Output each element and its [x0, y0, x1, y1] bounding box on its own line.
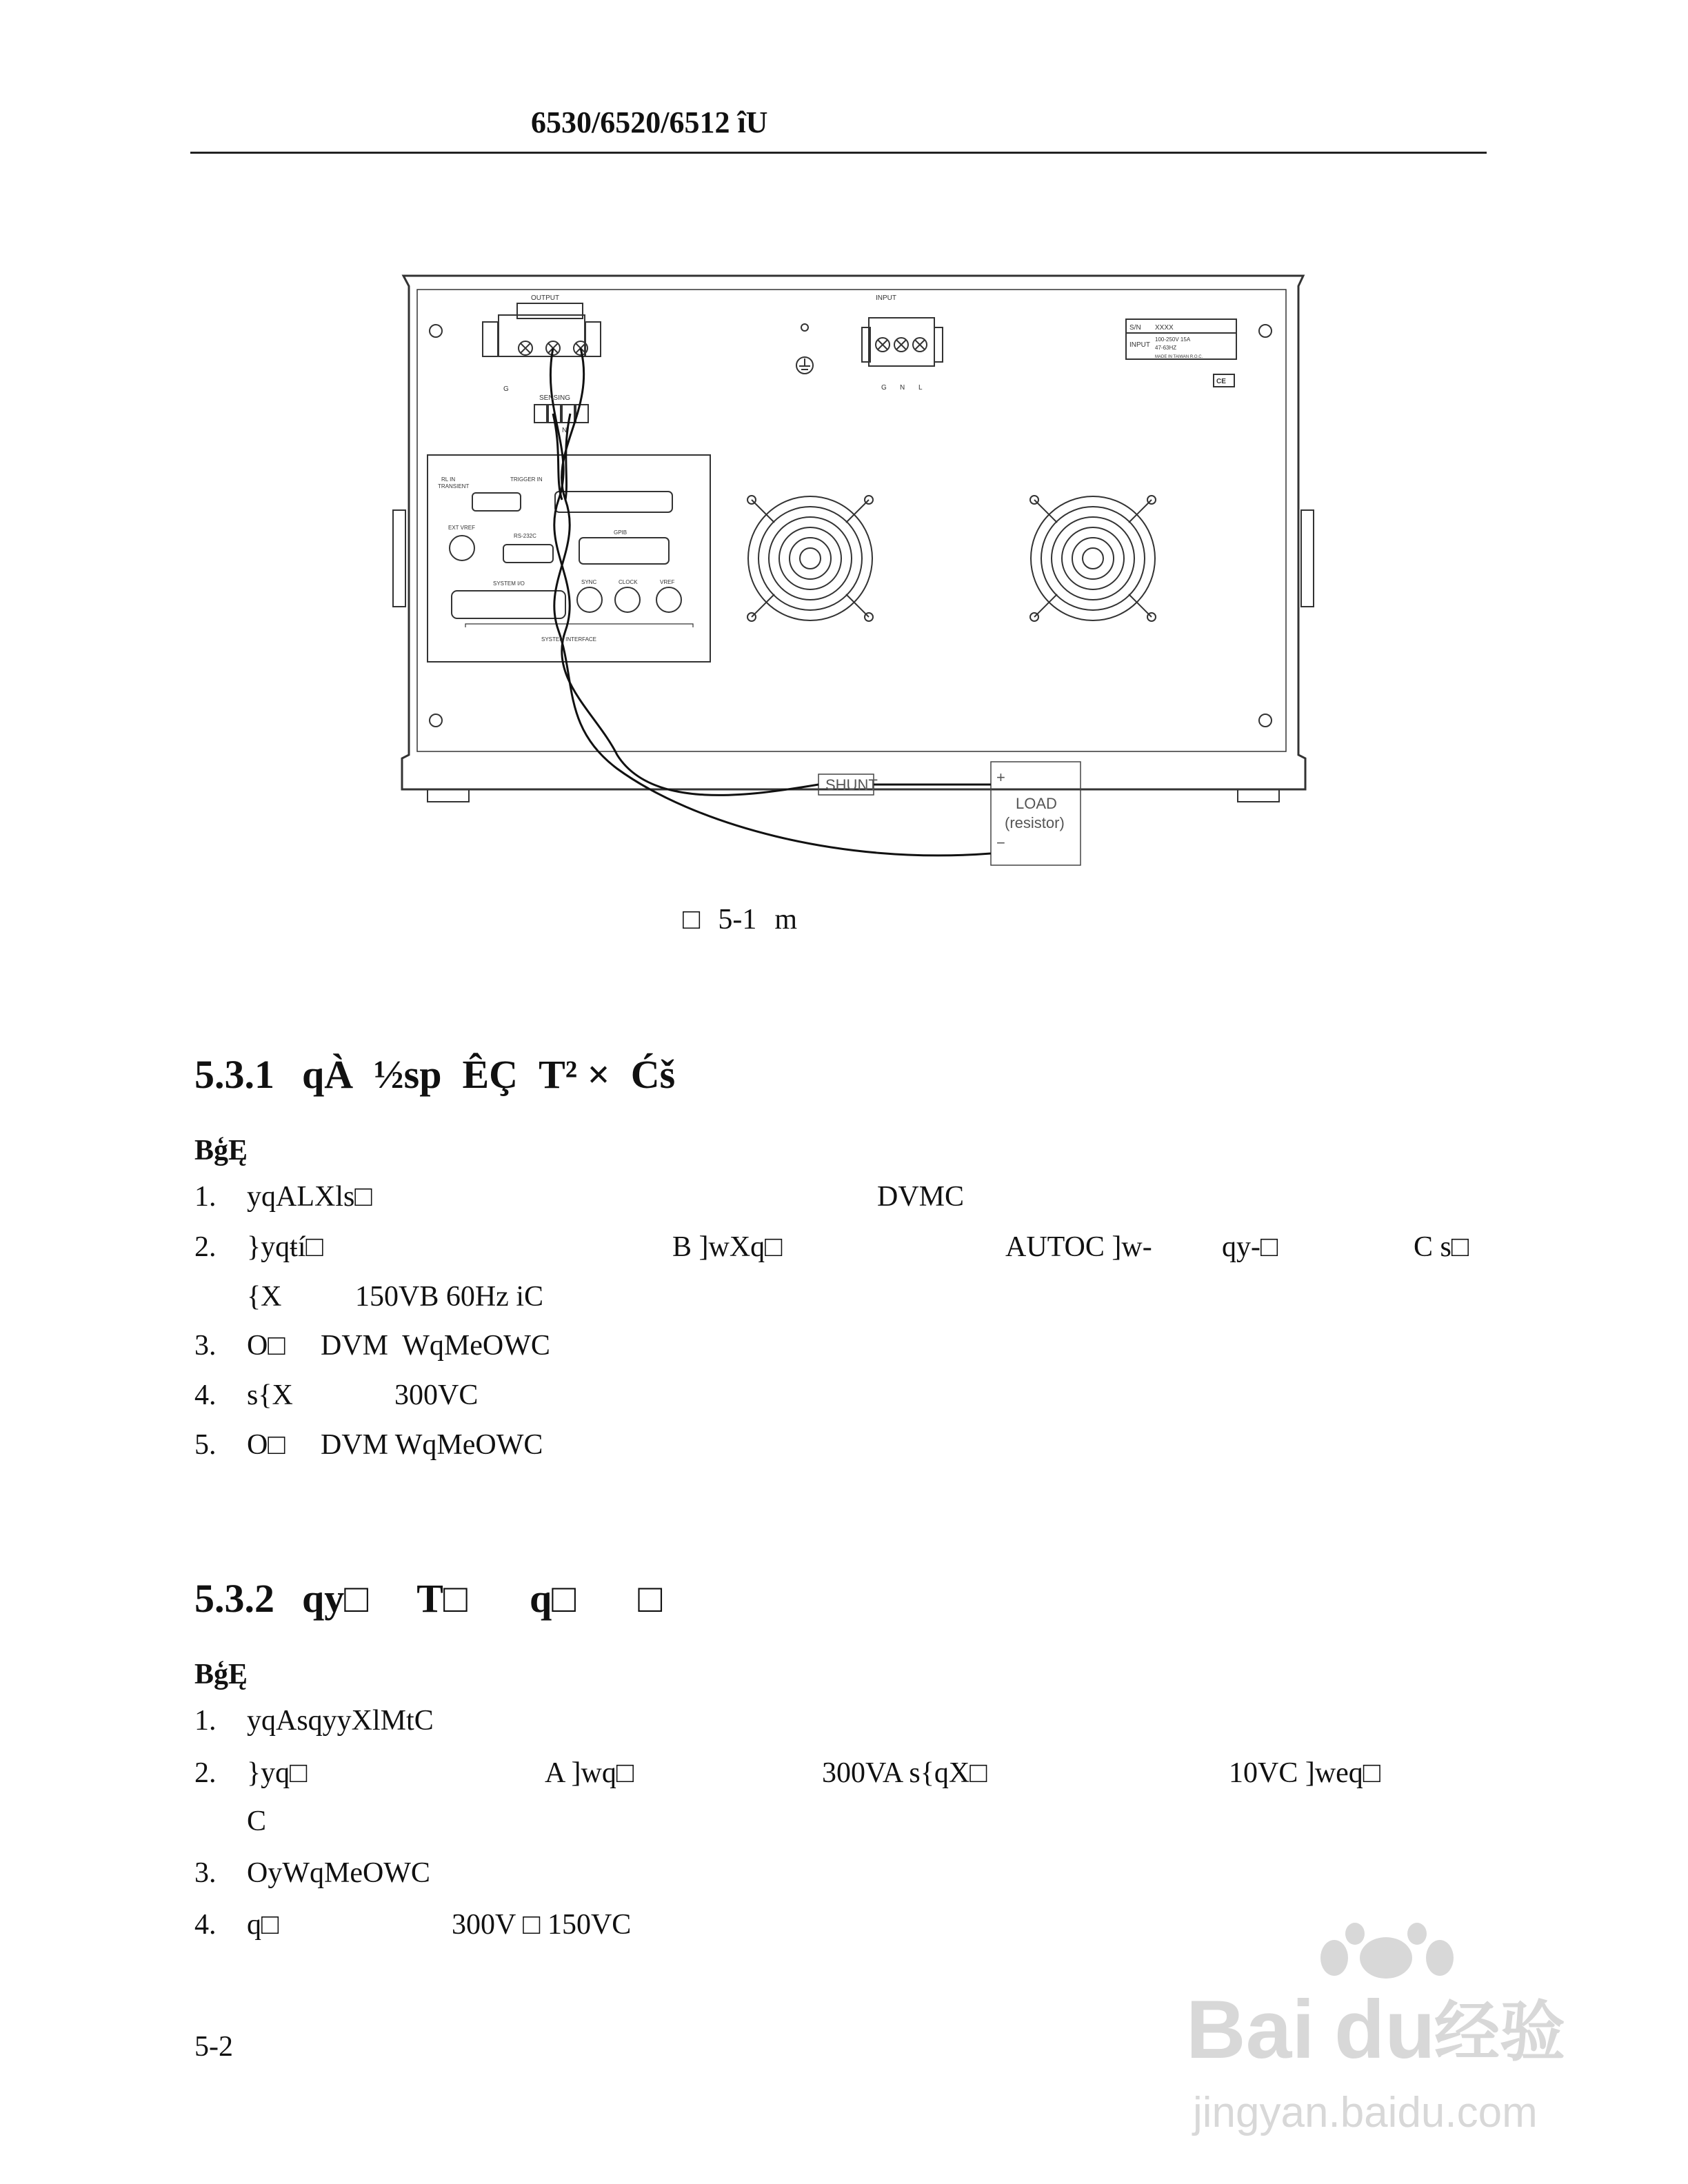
step-text: C s□: [1414, 1231, 1469, 1263]
heading-part: ½sp: [374, 1052, 442, 1097]
load-label: LOAD: [1016, 795, 1057, 812]
caption-marker: □: [683, 904, 701, 936]
label-rl-in: RL IN: [441, 476, 456, 483]
heading-part: T□: [416, 1576, 468, 1621]
load-resistor-label: (resistor): [1005, 814, 1065, 831]
label-ext-vref: EXT VREF: [448, 525, 475, 531]
watermark-brand: Bai: [1186, 1983, 1315, 2076]
step-text: qy-□: [1222, 1231, 1278, 1263]
step-text: 300V □ 150VC: [452, 1909, 632, 1941]
label-sensing: SENSING: [539, 394, 571, 402]
section1-subhead: BģĘ: [194, 1135, 248, 1166]
section-5-3-1-heading: [194, 1051, 696, 1098]
heading-part: T² ×: [539, 1052, 610, 1097]
label-input-spec: INPUT: [1129, 341, 1150, 349]
caption-number: 5-1: [718, 904, 757, 936]
label-sn: S/N: [1129, 324, 1141, 332]
watermark-url: jingyan.baidu.com: [1193, 2089, 1538, 2136]
label-n-input: N: [900, 384, 905, 392]
step-text: 300VA s{qX□: [822, 1757, 987, 1789]
step-number: 2.: [194, 1757, 217, 1789]
step-text: B ]wXq□: [672, 1231, 783, 1263]
step-text: AUTOC ]w-: [1005, 1231, 1152, 1263]
watermark-suffix: 经验: [1434, 1994, 1566, 2070]
label-clock: CLOCK: [619, 579, 638, 585]
step-number: 1.: [194, 1705, 217, 1737]
step-number: 2.: [194, 1231, 217, 1263]
label-serial: XXXX: [1155, 324, 1174, 332]
label-g-output: G: [503, 385, 509, 393]
label-l-input: L: [918, 384, 923, 392]
label-output: OUTPUT: [531, 294, 560, 302]
step-number: 4.: [194, 1909, 217, 1941]
step-text: C: [247, 1806, 267, 1837]
step-text: OyWqMeOWC: [247, 1857, 430, 1889]
label-rs232: RS-232C: [514, 533, 536, 539]
label-input-spec-1: 100-250V 15A: [1155, 336, 1191, 343]
step-text: A ]wq□: [545, 1757, 634, 1789]
step-text: yqAsqyyXlMtC: [247, 1705, 434, 1737]
label-gpib: GPIB: [614, 529, 627, 536]
label-system-interface: SYSTEM INTERFACE: [541, 636, 597, 643]
label-transient: TRANSIENT: [438, 483, 470, 489]
heading-part: qy□: [302, 1576, 369, 1621]
load-minus-label: −: [996, 834, 1005, 851]
step-text: q□: [247, 1909, 279, 1941]
section2-subhead: BģĘ: [194, 1659, 248, 1690]
step-number: 5.: [194, 1429, 217, 1461]
step-number: 4.: [194, 1379, 217, 1411]
label-g-input: G: [881, 384, 887, 392]
label-trigger-in: TRIGGER IN: [510, 476, 543, 483]
heading-part: Ćš: [630, 1052, 676, 1097]
ce-mark: CE: [1216, 378, 1226, 385]
section-number: 5.3.2: [194, 1576, 274, 1621]
label-system-io: SYSTEM I/O: [493, 580, 525, 587]
step-number: 1.: [194, 1181, 217, 1213]
figure-caption: [683, 903, 815, 936]
heading-part: q□: [530, 1576, 576, 1621]
section-number: 5.3.1: [194, 1052, 274, 1097]
step-number: 3.: [194, 1330, 217, 1362]
rear-panel-diagram: [390, 272, 1317, 889]
heading-part: □: [638, 1576, 663, 1621]
label-n-sensing: N: [562, 427, 567, 434]
step-text: yqALXls□: [247, 1181, 372, 1213]
watermark-brand-2: du: [1334, 1983, 1436, 2076]
page-number: 5-2: [194, 2031, 233, 2063]
header-rule: [190, 152, 1487, 154]
baidu-jingyan-watermark: [1179, 1920, 1579, 2161]
step-text: DVM WqMeOWC: [321, 1429, 543, 1461]
caption-text: m: [774, 904, 798, 936]
heading-part: ÊÇ: [462, 1052, 519, 1097]
step-text: O□: [247, 1330, 285, 1362]
step-text: s{X: [247, 1379, 293, 1411]
step-text: 10VC ]weq□: [1229, 1757, 1381, 1789]
step-text: DVMC: [877, 1181, 965, 1213]
load-plus-label: +: [996, 769, 1005, 786]
step-number: 3.: [194, 1857, 217, 1889]
label-input-spec-2: 47-63HZ: [1155, 345, 1177, 351]
step-text: {X: [247, 1281, 282, 1313]
shunt-label: SHUNT: [825, 776, 878, 793]
step-text: 300VC: [394, 1379, 479, 1411]
heading-part: qÀ: [302, 1052, 354, 1097]
step-text: }yqŧí□: [247, 1231, 323, 1263]
label-vref: VREF: [660, 579, 675, 585]
label-input: INPUT: [876, 294, 896, 302]
step-text: 150VB 60Hz iC: [355, 1281, 543, 1313]
section-5-3-2-heading: [194, 1575, 683, 1621]
step-text: O□: [247, 1429, 285, 1461]
step-text: DVM WqMeOWC: [321, 1330, 550, 1362]
step-text: }yq□: [247, 1757, 308, 1789]
label-made-in: MADE IN TAIWAN R.O.C.: [1155, 355, 1203, 359]
page-header-title: 6530/6520/6512 îU: [531, 105, 768, 139]
label-sync: SYNC: [581, 579, 597, 585]
